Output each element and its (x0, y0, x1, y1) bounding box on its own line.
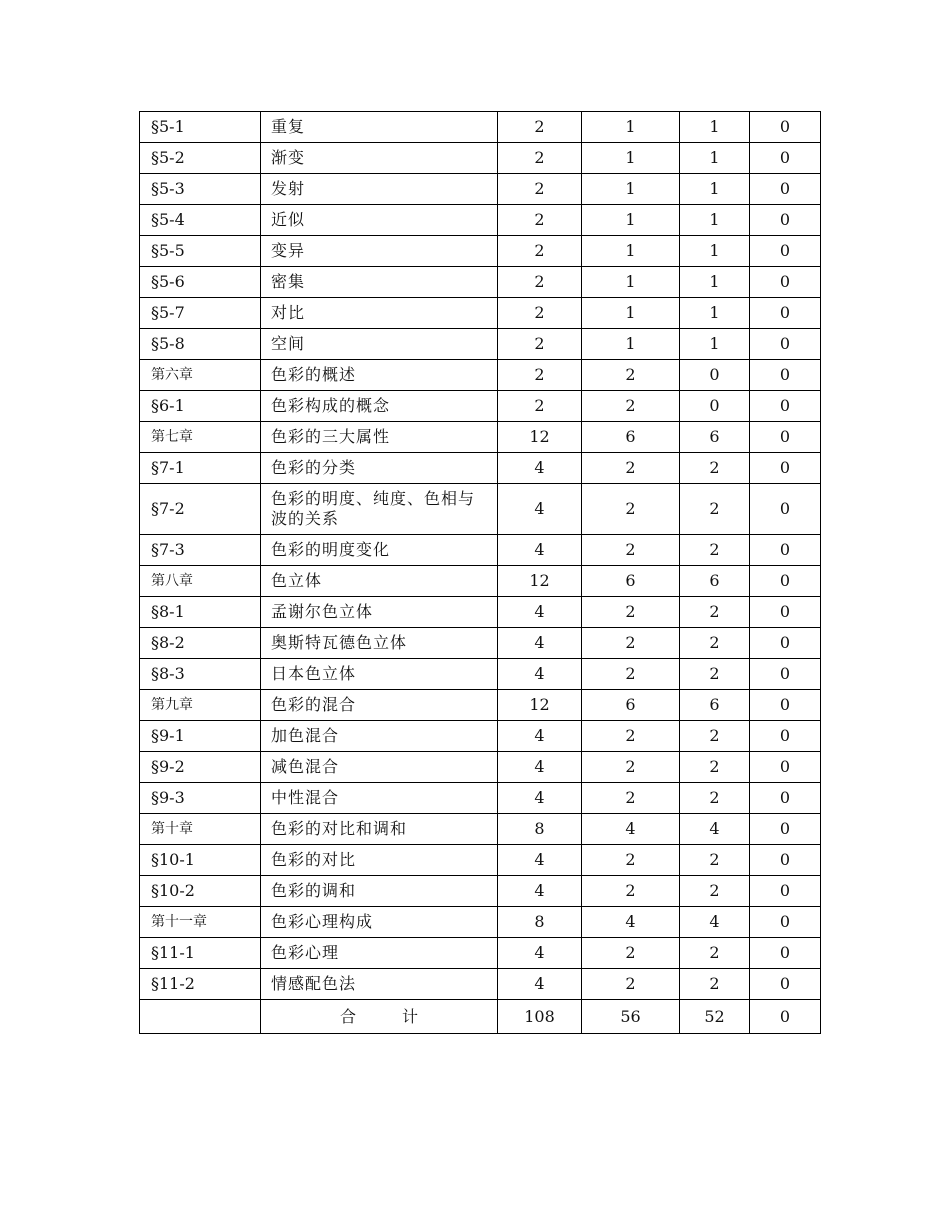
section-row (140, 597, 821, 628)
practice-hours-cell: 4 (680, 907, 750, 938)
practice-hours-cell: 1 (680, 174, 750, 205)
theory-hours-cell: 1 (582, 298, 680, 329)
section-number-cell: §5-2 (140, 143, 261, 174)
section-row (140, 236, 821, 267)
table-body (140, 112, 821, 1034)
chapter-number-cell: 第六章 (140, 360, 261, 391)
section-title-cell (261, 236, 498, 267)
practice-hours-cell: 2 (680, 659, 750, 690)
section-title-text: 色彩心理 (271, 943, 340, 962)
practice-hours-cell: 4 (680, 814, 750, 845)
chapter-number-cell: 第十章 (140, 814, 261, 845)
section-number-cell: §6-1 (140, 391, 261, 422)
section-title-cell (261, 112, 498, 143)
total-hours-cell: 4 (498, 876, 582, 907)
section-title-cell (261, 422, 498, 453)
theory-hours-cell: 4 (582, 814, 680, 845)
section-title-cell (261, 690, 498, 721)
theory-hours-cell: 2 (582, 721, 680, 752)
theory-hours-cell: 6 (582, 690, 680, 721)
theory-hours-cell: 2 (582, 752, 680, 783)
section-row (140, 659, 821, 690)
practice-hours-cell: 1 (680, 236, 750, 267)
theory-hours-cell: 6 (582, 422, 680, 453)
section-title-text: 色彩心理构成 (271, 912, 374, 931)
section-title-text: 变异 (271, 241, 306, 260)
section-number-cell: §10-2 (140, 876, 261, 907)
other-hours-cell: 0 (750, 814, 821, 845)
total-hours-cell: 4 (498, 721, 582, 752)
section-title-text: 色彩的明度变化 (271, 540, 391, 559)
section-title-cell (261, 391, 498, 422)
theory-hours-cell: 2 (582, 938, 680, 969)
total-label-right: 计 (402, 1006, 419, 1026)
section-title-cell (261, 659, 498, 690)
section-title-cell (261, 329, 498, 360)
theory-hours-cell: 1 (582, 236, 680, 267)
section-title-cell (261, 783, 498, 814)
total-hours-cell: 4 (498, 969, 582, 1000)
section-row (140, 174, 821, 205)
total-hours-cell: 4 (498, 597, 582, 628)
section-number-cell: §5-3 (140, 174, 261, 205)
section-title-text: 对比 (271, 303, 306, 322)
section-row (140, 267, 821, 298)
theory-hours-cell: 1 (582, 329, 680, 360)
section-title-text: 渐变 (271, 148, 306, 167)
total-hours-cell: 2 (498, 298, 582, 329)
section-title-text: 情感配色法 (271, 974, 357, 993)
chapter-row (140, 690, 821, 721)
section-title-text: 空间 (271, 334, 306, 353)
section-title-text: 色彩的明度、纯度、色相与波的关系 (271, 489, 476, 528)
practice-hours-cell: 2 (680, 783, 750, 814)
practice-hours-cell: 2 (680, 721, 750, 752)
section-title-text: 色彩的对比和调和 (271, 819, 408, 838)
section-row (140, 484, 821, 535)
theory-hours-cell: 2 (582, 845, 680, 876)
other-hours-cell: 0 (750, 876, 821, 907)
practice-hours-cell: 2 (680, 628, 750, 659)
section-title-text: 色彩的混合 (271, 695, 357, 714)
section-title-text: 色立体 (271, 571, 323, 590)
section-row (140, 752, 821, 783)
section-title-cell (261, 143, 498, 174)
section-row (140, 721, 821, 752)
theory-hours-cell: 2 (582, 783, 680, 814)
other-hours-cell: 0 (750, 453, 821, 484)
other-hours-cell: 0 (750, 721, 821, 752)
section-number-cell: §5-8 (140, 329, 261, 360)
other-hours-cell: 0 (750, 298, 821, 329)
theory-hours-cell: 2 (582, 597, 680, 628)
chapter-row (140, 422, 821, 453)
other-hours-cell: 0 (750, 267, 821, 298)
section-number-cell: §7-3 (140, 535, 261, 566)
section-row (140, 453, 821, 484)
other-hours-cell: 0 (750, 938, 821, 969)
section-row (140, 938, 821, 969)
other-hours-cell: 0 (750, 143, 821, 174)
total-hours-cell: 4 (498, 845, 582, 876)
chapter-row (140, 566, 821, 597)
section-row (140, 628, 821, 659)
theory-hours-cell: 1 (582, 112, 680, 143)
practice-hours-cell: 0 (680, 391, 750, 422)
section-title-text: 孟谢尔色立体 (271, 602, 374, 621)
section-number-cell: §5-7 (140, 298, 261, 329)
theory-hours-cell: 2 (582, 484, 680, 535)
section-title-cell (261, 907, 498, 938)
section-title-cell (261, 566, 498, 597)
theory-hours-cell: 1 (582, 205, 680, 236)
section-title-text: 减色混合 (271, 757, 340, 776)
section-title-cell (261, 267, 498, 298)
practice-hours-cell: 2 (680, 535, 750, 566)
total-hours-cell: 12 (498, 690, 582, 721)
section-number-cell: §8-3 (140, 659, 261, 690)
other-hours-cell: 0 (750, 845, 821, 876)
section-row (140, 783, 821, 814)
section-title-text: 色彩的三大属性 (271, 427, 391, 446)
section-title-cell (261, 174, 498, 205)
other-hours-cell: 0 (750, 205, 821, 236)
section-row (140, 112, 821, 143)
section-title-text: 色彩的调和 (271, 881, 357, 900)
theory-hours-cell: 2 (582, 391, 680, 422)
section-number-cell: §11-2 (140, 969, 261, 1000)
practice-hours-cell: 2 (680, 484, 750, 535)
total-hours-cell: 2 (498, 329, 582, 360)
theory-hours-cell: 1 (582, 143, 680, 174)
theory-hours-cell: 4 (582, 907, 680, 938)
other-hours-cell: 0 (750, 566, 821, 597)
section-title-cell (261, 453, 498, 484)
practice-hours-cell: 2 (680, 597, 750, 628)
section-title-cell (261, 938, 498, 969)
theory-hours-cell: 2 (582, 969, 680, 1000)
section-row (140, 205, 821, 236)
other-hours-cell: 0 (750, 360, 821, 391)
course-hours-table (139, 111, 821, 1034)
section-row (140, 329, 821, 360)
theory-hours-cell: 1 (582, 174, 680, 205)
total-empty-cell (140, 1000, 261, 1034)
section-title-cell (261, 969, 498, 1000)
section-title-cell (261, 205, 498, 236)
total-hours-cell: 8 (498, 814, 582, 845)
section-title-cell (261, 628, 498, 659)
other-hours-cell: 0 (750, 174, 821, 205)
section-title-text: 近似 (271, 210, 306, 229)
other-hours-cell: 0 (750, 535, 821, 566)
total-label-left: 合 (339, 1006, 356, 1026)
total-hours-cell: 4 (498, 938, 582, 969)
total-hours-cell: 4 (498, 659, 582, 690)
section-number-cell: §5-6 (140, 267, 261, 298)
practice-hours-cell: 2 (680, 969, 750, 1000)
section-title-text: 日本色立体 (271, 664, 357, 683)
theory-hours-cell: 2 (582, 453, 680, 484)
practice-hours-cell: 2 (680, 938, 750, 969)
total-hours-cell: 4 (498, 783, 582, 814)
total-hours-cell: 8 (498, 907, 582, 938)
section-number-cell: §8-1 (140, 597, 261, 628)
chapter-number-cell: 第十一章 (140, 907, 261, 938)
section-number-cell: §5-5 (140, 236, 261, 267)
section-title-text: 发射 (271, 179, 306, 198)
section-title-cell (261, 597, 498, 628)
section-title-text: 奥斯特瓦德色立体 (271, 633, 408, 652)
practice-hours-cell: 2 (680, 845, 750, 876)
other-hours-cell: 0 (750, 783, 821, 814)
section-title-text: 重复 (271, 117, 306, 136)
chapter-number-cell: 第七章 (140, 422, 261, 453)
section-title-text: 色彩的分类 (271, 458, 357, 477)
theory-hours-cell: 1 (582, 267, 680, 298)
practice-hours-cell: 1 (680, 112, 750, 143)
section-title-cell (261, 535, 498, 566)
theory-hours-cell: 2 (582, 876, 680, 907)
other-hours-cell: 0 (750, 597, 821, 628)
total-hours-cell: 2 (498, 143, 582, 174)
other-hours-cell: 0 (750, 690, 821, 721)
theory-hours-cell: 2 (582, 360, 680, 391)
section-number-cell: §11-1 (140, 938, 261, 969)
other-hours-cell: 0 (750, 628, 821, 659)
total-hours-cell: 12 (498, 422, 582, 453)
practice-hours-cell: 0 (680, 360, 750, 391)
other-hours-cell: 0 (750, 484, 821, 535)
theory-hours-cell: 2 (582, 628, 680, 659)
total-label-cell (261, 1000, 498, 1034)
chapter-number-cell: 第九章 (140, 690, 261, 721)
section-title-text: 色彩构成的概念 (271, 396, 391, 415)
section-title-cell (261, 484, 498, 535)
total-hours-cell: 2 (498, 267, 582, 298)
section-row (140, 535, 821, 566)
total-hours-cell: 2 (498, 174, 582, 205)
section-title-text: 密集 (271, 272, 306, 291)
section-title-cell (261, 298, 498, 329)
practice-hours-cell: 2 (680, 752, 750, 783)
section-title-cell (261, 876, 498, 907)
section-row (140, 298, 821, 329)
section-title-cell (261, 845, 498, 876)
section-number-cell: §7-1 (140, 453, 261, 484)
total-hours-cell: 4 (498, 484, 582, 535)
section-title-text: 中性混合 (271, 788, 340, 807)
practice-hours-cell: 1 (680, 298, 750, 329)
total-hours-cell: 2 (498, 236, 582, 267)
other-hours-cell: 0 (750, 422, 821, 453)
other-hours-cell: 0 (750, 112, 821, 143)
section-row (140, 876, 821, 907)
total-hours-cell: 2 (498, 391, 582, 422)
practice-hours-cell: 2 (680, 453, 750, 484)
total-row (140, 1000, 821, 1034)
practice-hours-cell: 1 (680, 329, 750, 360)
section-row (140, 969, 821, 1000)
total-hours-cell: 4 (498, 535, 582, 566)
practice-hours-cell: 6 (680, 690, 750, 721)
section-title-text: 色彩的对比 (271, 850, 357, 869)
other-hours-cell: 0 (750, 236, 821, 267)
practice-hours-cell: 6 (680, 422, 750, 453)
section-title-text: 加色混合 (271, 726, 340, 745)
section-row (140, 845, 821, 876)
grand-practice-hours-cell: 52 (680, 1000, 750, 1034)
grand-other-hours-cell: 0 (750, 1000, 821, 1034)
chapter-row (140, 814, 821, 845)
section-number-cell: §7-2 (140, 484, 261, 535)
grand-total-hours-cell: 108 (498, 1000, 582, 1034)
section-row (140, 391, 821, 422)
other-hours-cell: 0 (750, 907, 821, 938)
section-title-text: 色彩的概述 (271, 365, 357, 384)
practice-hours-cell: 1 (680, 267, 750, 298)
practice-hours-cell: 6 (680, 566, 750, 597)
section-title-cell (261, 360, 498, 391)
other-hours-cell: 0 (750, 329, 821, 360)
practice-hours-cell: 1 (680, 205, 750, 236)
chapter-row (140, 360, 821, 391)
practice-hours-cell: 2 (680, 876, 750, 907)
total-hours-cell: 4 (498, 453, 582, 484)
section-number-cell: §9-1 (140, 721, 261, 752)
total-hours-cell: 4 (498, 628, 582, 659)
theory-hours-cell: 2 (582, 659, 680, 690)
section-title-cell (261, 721, 498, 752)
section-number-cell: §8-2 (140, 628, 261, 659)
total-hours-cell: 2 (498, 112, 582, 143)
total-hours-cell: 4 (498, 752, 582, 783)
section-title-cell (261, 814, 498, 845)
theory-hours-cell: 6 (582, 566, 680, 597)
section-number-cell: §5-1 (140, 112, 261, 143)
section-number-cell: §5-4 (140, 205, 261, 236)
chapter-number-cell: 第八章 (140, 566, 261, 597)
section-row (140, 143, 821, 174)
total-hours-cell: 2 (498, 205, 582, 236)
section-title-cell (261, 752, 498, 783)
theory-hours-cell: 2 (582, 535, 680, 566)
grand-theory-hours-cell: 56 (582, 1000, 680, 1034)
practice-hours-cell: 1 (680, 143, 750, 174)
total-hours-cell: 2 (498, 360, 582, 391)
section-number-cell: §9-2 (140, 752, 261, 783)
other-hours-cell: 0 (750, 969, 821, 1000)
section-number-cell: §10-1 (140, 845, 261, 876)
section-number-cell: §9-3 (140, 783, 261, 814)
total-hours-cell: 12 (498, 566, 582, 597)
chapter-row (140, 907, 821, 938)
other-hours-cell: 0 (750, 659, 821, 690)
other-hours-cell: 0 (750, 391, 821, 422)
other-hours-cell: 0 (750, 752, 821, 783)
